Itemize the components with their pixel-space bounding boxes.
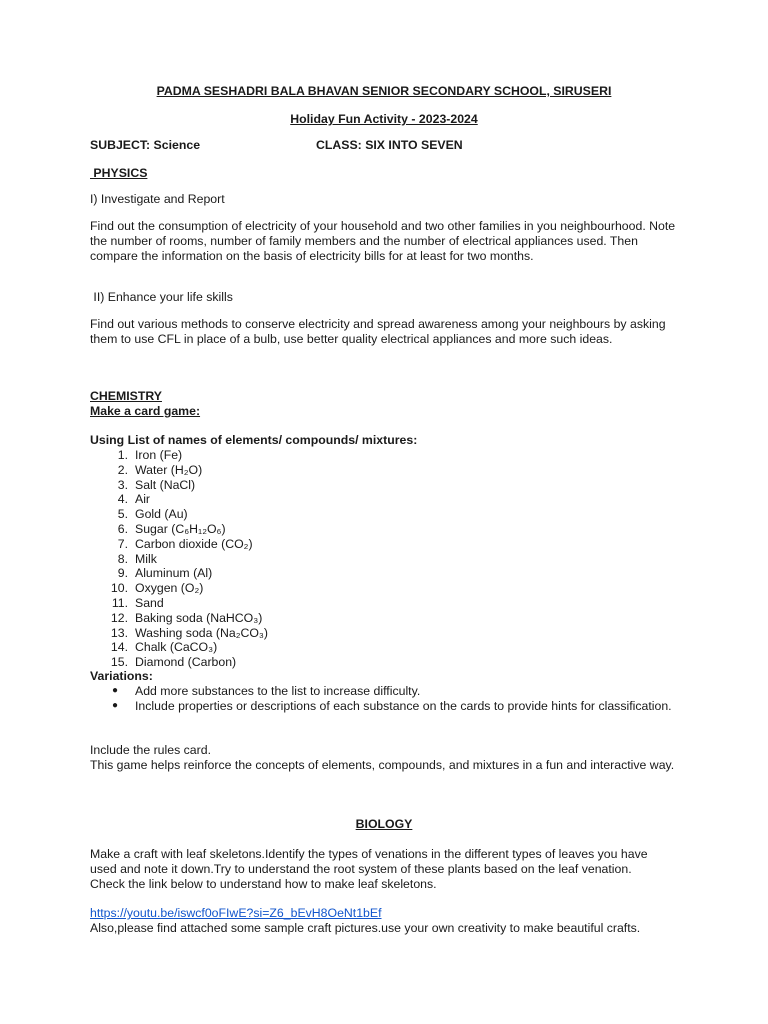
list-item: 2. Water (H₂O) xyxy=(117,462,203,477)
list-item: 3. Salt (NaCl) xyxy=(117,477,196,492)
video-link[interactable]: https://youtu.be/iswcf0oFIwE?si=Z6_bEvH8OeNt1bEf xyxy=(90,906,382,920)
chemistry-heading: CHEMISTRY xyxy=(90,389,162,403)
list-item: 15. Diamond (Carbon) xyxy=(110,655,237,670)
list-item: 8. Milk xyxy=(117,551,157,566)
game-summary: This game helps reinforce the concepts of elements, compounds, and mixtures in a fun and interactive way. xyxy=(90,758,675,772)
physics-q2-body: Find out various methods to conserve electricity and spread awareness among your neighbours by asking them to use CFL in place of a bulb, use better quality electrical appliances and more such ideas. xyxy=(90,317,666,346)
list-item: 9. Aluminum (Al) xyxy=(117,566,213,581)
list-item: 10. Oxygen (O₂) xyxy=(110,581,204,596)
list-item: ● Include properties or descriptions of each substance on the cards to provide hints for classification. xyxy=(112,698,672,713)
biology-instructions: Make a craft with leaf skeletons.Identify the types of venations in the different types of leaves you have used and note it down.Try to understand the root system of these plants based on the leaf venation. xyxy=(90,847,648,876)
link-intro: Check the link below to understand how to make leaf skeletons. xyxy=(90,876,437,891)
bullet-icon: ● xyxy=(112,685,119,696)
class-label: CLASS: SIX INTO SEVEN xyxy=(316,138,463,152)
list-item: 4. Air xyxy=(117,492,151,507)
list-title: Using List of names of elements/ compounds/ mixtures: xyxy=(90,433,418,447)
physics-q1-title: I) Investigate and Report xyxy=(90,192,225,206)
physics-heading: PHYSICS xyxy=(90,166,148,180)
list-item: 7. Carbon dioxide (CO₂) xyxy=(117,536,253,551)
variations-title: Variations: xyxy=(90,669,153,683)
school-title: PADMA SESHADRI BALA BHAVAN SENIOR SECONDARY SCHOOL, SIRUSERI xyxy=(156,84,612,98)
biology-heading: BIOLOGY xyxy=(355,817,413,831)
list-item: 11. Sand xyxy=(111,595,164,610)
physics-q2-title: II) Enhance your life skills xyxy=(90,290,233,304)
card-game-title: Make a card game: xyxy=(90,404,201,418)
bullet-icon: ● xyxy=(112,699,119,711)
closing-text: Also,please find attached some sample craft pictures.use your own creativity to make beautiful crafts. xyxy=(90,921,641,935)
variations-list xyxy=(90,684,676,714)
physics-q1-body: Find out the consumption of electricity of your household and two other families in you neighbourhood. Note the number of rooms, number of family members and the number of electrical appliances used. Then compare the information on the basis of electricity bills for at least for two months. xyxy=(90,219,676,263)
subject-label: SUBJECT: Science xyxy=(90,138,201,152)
list-item: 14. Chalk (CaCO₃) xyxy=(110,640,218,655)
list-item: 6. Sugar (C₆H₁₂O₆) xyxy=(117,521,226,536)
biology-body xyxy=(90,847,676,891)
list-item: 13. Washing soda (Na₂CO₃) xyxy=(110,625,269,640)
activity-title: Holiday Fun Activity - 2023-2024 xyxy=(290,112,478,126)
subject-class-row xyxy=(90,138,676,153)
elements-list xyxy=(90,448,590,670)
list-item: ● Add more substances to the list to increase difficulty. xyxy=(112,684,421,698)
list-item: 5. Gold (Au) xyxy=(117,507,188,522)
rules-text: Include the rules card. xyxy=(90,743,211,757)
list-item: 12. Baking soda (NaHCO₃) xyxy=(110,610,263,625)
list-item: 1. Iron (Fe) xyxy=(117,448,183,462)
